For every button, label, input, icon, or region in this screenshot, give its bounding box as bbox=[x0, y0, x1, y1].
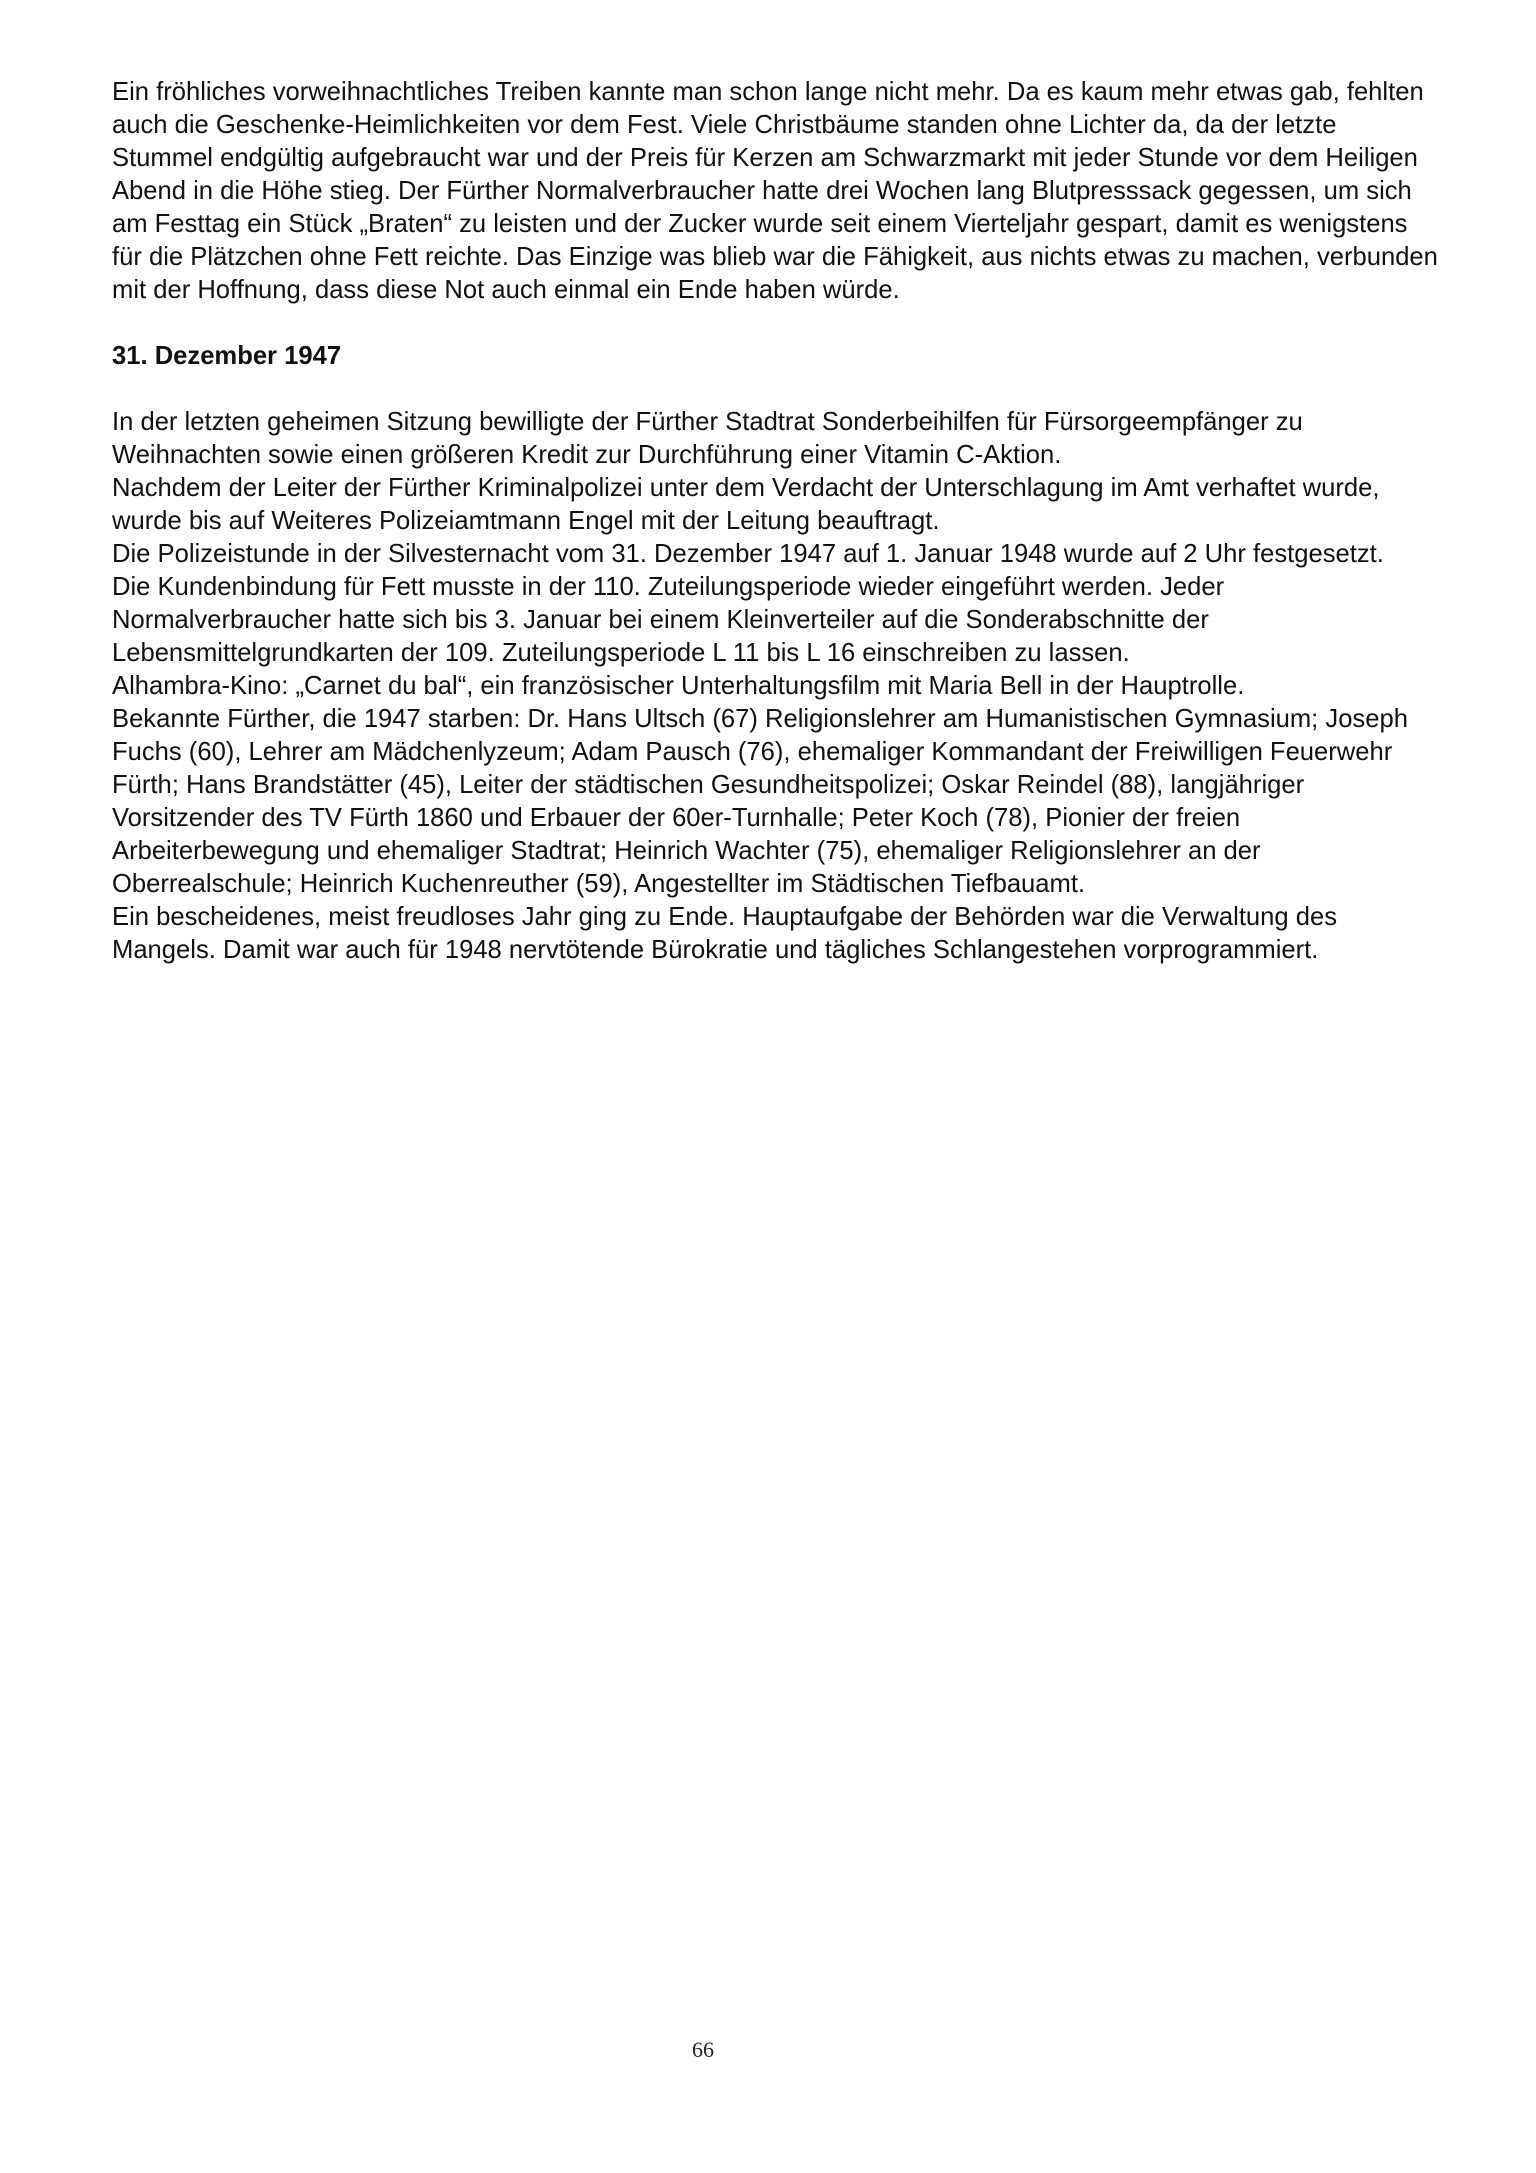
paragraph-year-end: Ein bescheidenes, meist freudloses Jahr ging zu Ende. Hauptaufgabe der Behörden war die Verwaltung des Mangels. Damit war auch für 1948 nervtötende Bürokratie und tägliches Schlangestehen vorprogrammiert. bbox=[112, 903, 1338, 964]
intro-paragraph: Ein fröhliches vorweihnachtliches Treiben kannte man schon lange nicht mehr. Da es kaum mehr etwas gab, fehlten auch die Geschenke-Heimlichkeiten vor dem Fest. Viele Christbäume standen ohne Lichter da, da der letzte Stummel endgültig aufgebraucht war und der Preis für Kerzen am Schwarzmarkt mit jeder Stunde vor dem Heiligen Abend in die Höhe stieg. Der Fürther Normalverbraucher hatte drei Wochen lang Blutpresssack gegessen, um sich am Festtag ein Stück „Braten“ zu leisten und der Zucker wurde seit einem Vierteljahr gespart, damit es wenigstens für die Plätzchen ohne Fett reichte. Das Einzige was blieb war die Fähigkeit, aus nichts etwas zu machen, verbunden mit der Hoffnung, dass diese Not auch einmal ein Ende haben würde. bbox=[112, 78, 1438, 304]
paragraph-obituaries: Bekannte Fürther, die 1947 starben: Dr. Hans Ultsch (67) Religionslehrer am Humanistischen Gymnasium; Joseph Fuchs (60), Lehrer am Mädchenlyzeum; Adam Pausch (76), ehemaliger Kommandant der Freiwilligen Feuerwehr Fürth; Hans Brandstätter (45), Leiter der städtischen Gesundheitspolizei; Oskar Reindel (88), langjähriger Vorsitzender des TV Fürth 1860 und Erbauer der 60er-Turnhalle; Peter Koch (78), Pionier der freien Arbeiterbewegung und ehemaliger Stadtrat; Heinrich Wachter (75), ehemaliger Religionslehrer an der Oberrealschule; Heinrich Kuchenreuther (59), Angestellter im Städtischen Tiefbauamt. bbox=[112, 705, 1408, 898]
paragraph-kundenbindung: Die Kundenbindung für Fett musste in der 110. Zuteilungsperiode wieder eingeführt werden. Jeder Normalverbraucher hatte sich bis 3. Januar bei einem Kleinverteiler auf die Sonderabschnitte der Lebensmittelgrundkarten der 109. Zuteilungsperiode L 11 bis L 16 einschreiben zu lassen. bbox=[112, 573, 1225, 667]
section-heading: 31. Dezember 1947 bbox=[112, 342, 342, 370]
paragraph-polizeistunde: Die Polizeistunde in der Silvesternacht vom 31. Dezember 1947 auf 1. Januar 1948 wurde auf 2 Uhr festgesetzt. bbox=[112, 540, 1384, 568]
page-number: 66 bbox=[692, 2037, 714, 2062]
paragraph-alhambra-kino: Alhambra-Kino: „Carnet du bal“, ein französischer Unterhaltungsfilm mit Maria Bell in der Hauptrolle. bbox=[112, 672, 1245, 700]
document-page bbox=[112, 76, 1438, 967]
paragraph-kriminalpolizei: Nachdem der Leiter der Fürther Kriminalpolizei unter dem Verdacht der Unterschlagung im Amt verhaftet wurde, wurde bis auf Weiteres Polizeiamtmann Engel mit der Leitung beauftragt. bbox=[112, 474, 1380, 535]
paragraph-stadtrat: In der letzten geheimen Sitzung bewilligte der Fürther Stadtrat Sonderbeihilfen für Fürsorgeempfänger zu Weihnachten sowie einen größeren Kredit zur Durchführung einer Vitamin C-Aktion. bbox=[112, 408, 1303, 469]
